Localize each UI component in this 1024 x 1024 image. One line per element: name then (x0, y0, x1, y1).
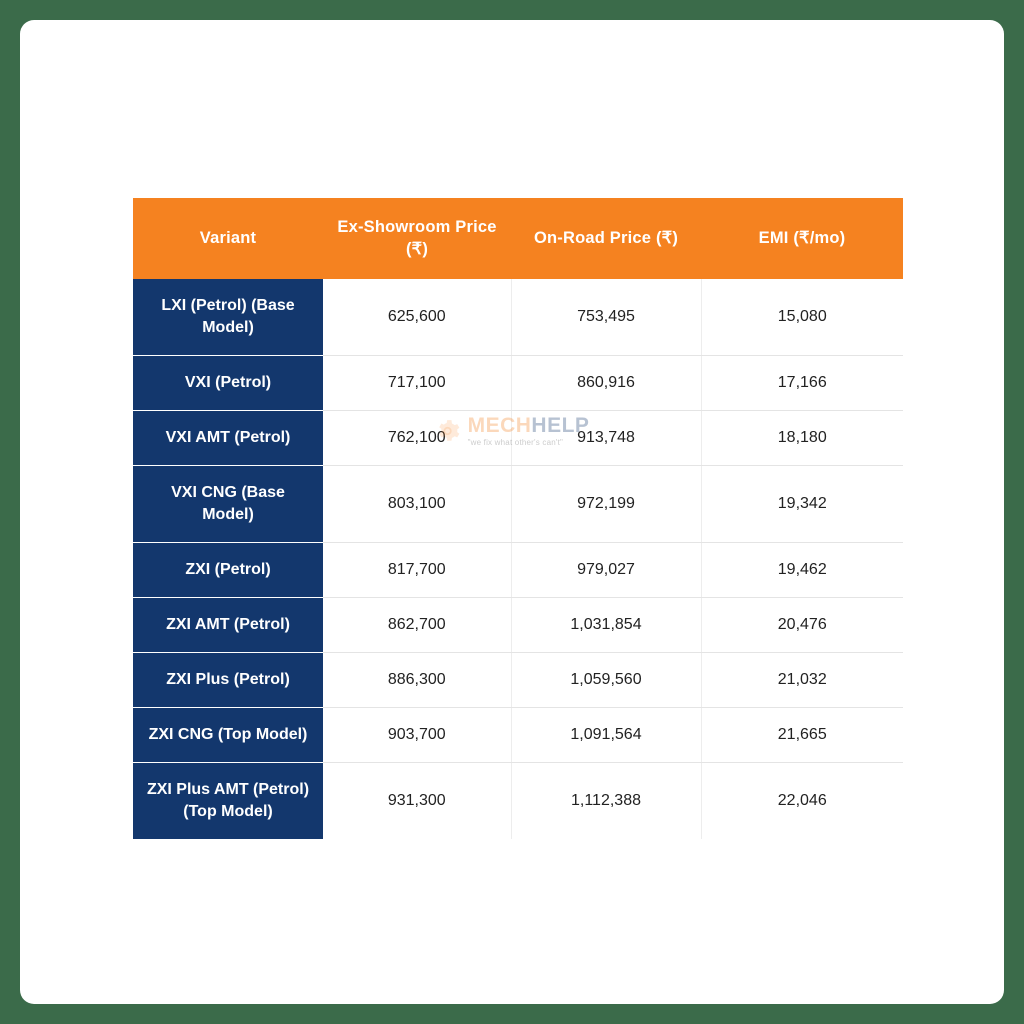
watermark-brand-first: MECH (467, 414, 532, 437)
table-body (133, 279, 903, 840)
table-row (133, 598, 903, 653)
cell-variant: ZXI Plus (Petrol) (133, 653, 323, 708)
cell-on-road: 753,495 (511, 279, 701, 356)
cell-on-road: 972,199 (511, 465, 701, 542)
cell-ex-showroom: 862,700 (323, 598, 511, 653)
column-header-variant: Variant (133, 198, 323, 279)
cell-variant: ZXI Plus AMT (Petrol) (Top Model) (133, 763, 323, 840)
table-row (133, 410, 903, 465)
table-header (133, 198, 903, 279)
cell-ex-showroom: 803,100 (323, 465, 511, 542)
column-header-on-road-price: On-Road Price (₹) (511, 198, 701, 279)
table-row (133, 708, 903, 763)
cell-on-road: 1,112,388 (511, 763, 701, 840)
cell-emi: 20,476 (701, 598, 903, 653)
cell-emi: 21,032 (701, 653, 903, 708)
watermark-brand-second: HELP (531, 414, 590, 437)
cell-on-road: 913,748 (511, 410, 701, 465)
variant-price-table (133, 198, 903, 839)
table-row (133, 279, 903, 356)
watermark-tagline: "we fix what other's can't" (467, 438, 564, 447)
cell-emi: 15,080 (701, 279, 903, 356)
table-row (133, 653, 903, 708)
cell-ex-showroom: 903,700 (323, 708, 511, 763)
cell-ex-showroom: 762,100 (323, 410, 511, 465)
cell-on-road: 979,027 (511, 543, 701, 598)
cell-on-road: 860,916 (511, 355, 701, 410)
cell-variant: ZXI CNG (Top Model) (133, 708, 323, 763)
table-header-row (133, 198, 903, 279)
cell-ex-showroom: 931,300 (323, 763, 511, 840)
cell-ex-showroom: 625,600 (323, 279, 511, 356)
cell-variant: VXI (Petrol) (133, 355, 323, 410)
price-table-container (133, 198, 903, 839)
cell-ex-showroom: 717,100 (323, 355, 511, 410)
column-header-emi: EMI (₹/mo) (701, 198, 903, 279)
table-row (133, 465, 903, 542)
cell-emi: 21,665 (701, 708, 903, 763)
cell-emi: 19,462 (701, 543, 903, 598)
table-row (133, 543, 903, 598)
cell-emi: 17,166 (701, 355, 903, 410)
table-row (133, 355, 903, 410)
table-row (133, 763, 903, 840)
cell-variant: LXI (Petrol) (Base Model) (133, 279, 323, 356)
column-header-ex-showroom-price: Ex-Showroom Price (₹) (323, 198, 511, 279)
cell-variant: ZXI (Petrol) (133, 543, 323, 598)
cell-emi: 22,046 (701, 763, 903, 840)
cell-emi: 18,180 (701, 410, 903, 465)
cell-on-road: 1,091,564 (511, 708, 701, 763)
cell-variant: ZXI AMT (Petrol) (133, 598, 323, 653)
cell-variant: VXI AMT (Petrol) (133, 410, 323, 465)
cell-on-road: 1,031,854 (511, 598, 701, 653)
cell-ex-showroom: 817,700 (323, 543, 511, 598)
cell-variant: VXI CNG (Base Model) (133, 465, 323, 542)
cell-ex-showroom: 886,300 (323, 653, 511, 708)
document-canvas (20, 20, 1004, 1004)
cell-on-road: 1,059,560 (511, 653, 701, 708)
cell-emi: 19,342 (701, 465, 903, 542)
